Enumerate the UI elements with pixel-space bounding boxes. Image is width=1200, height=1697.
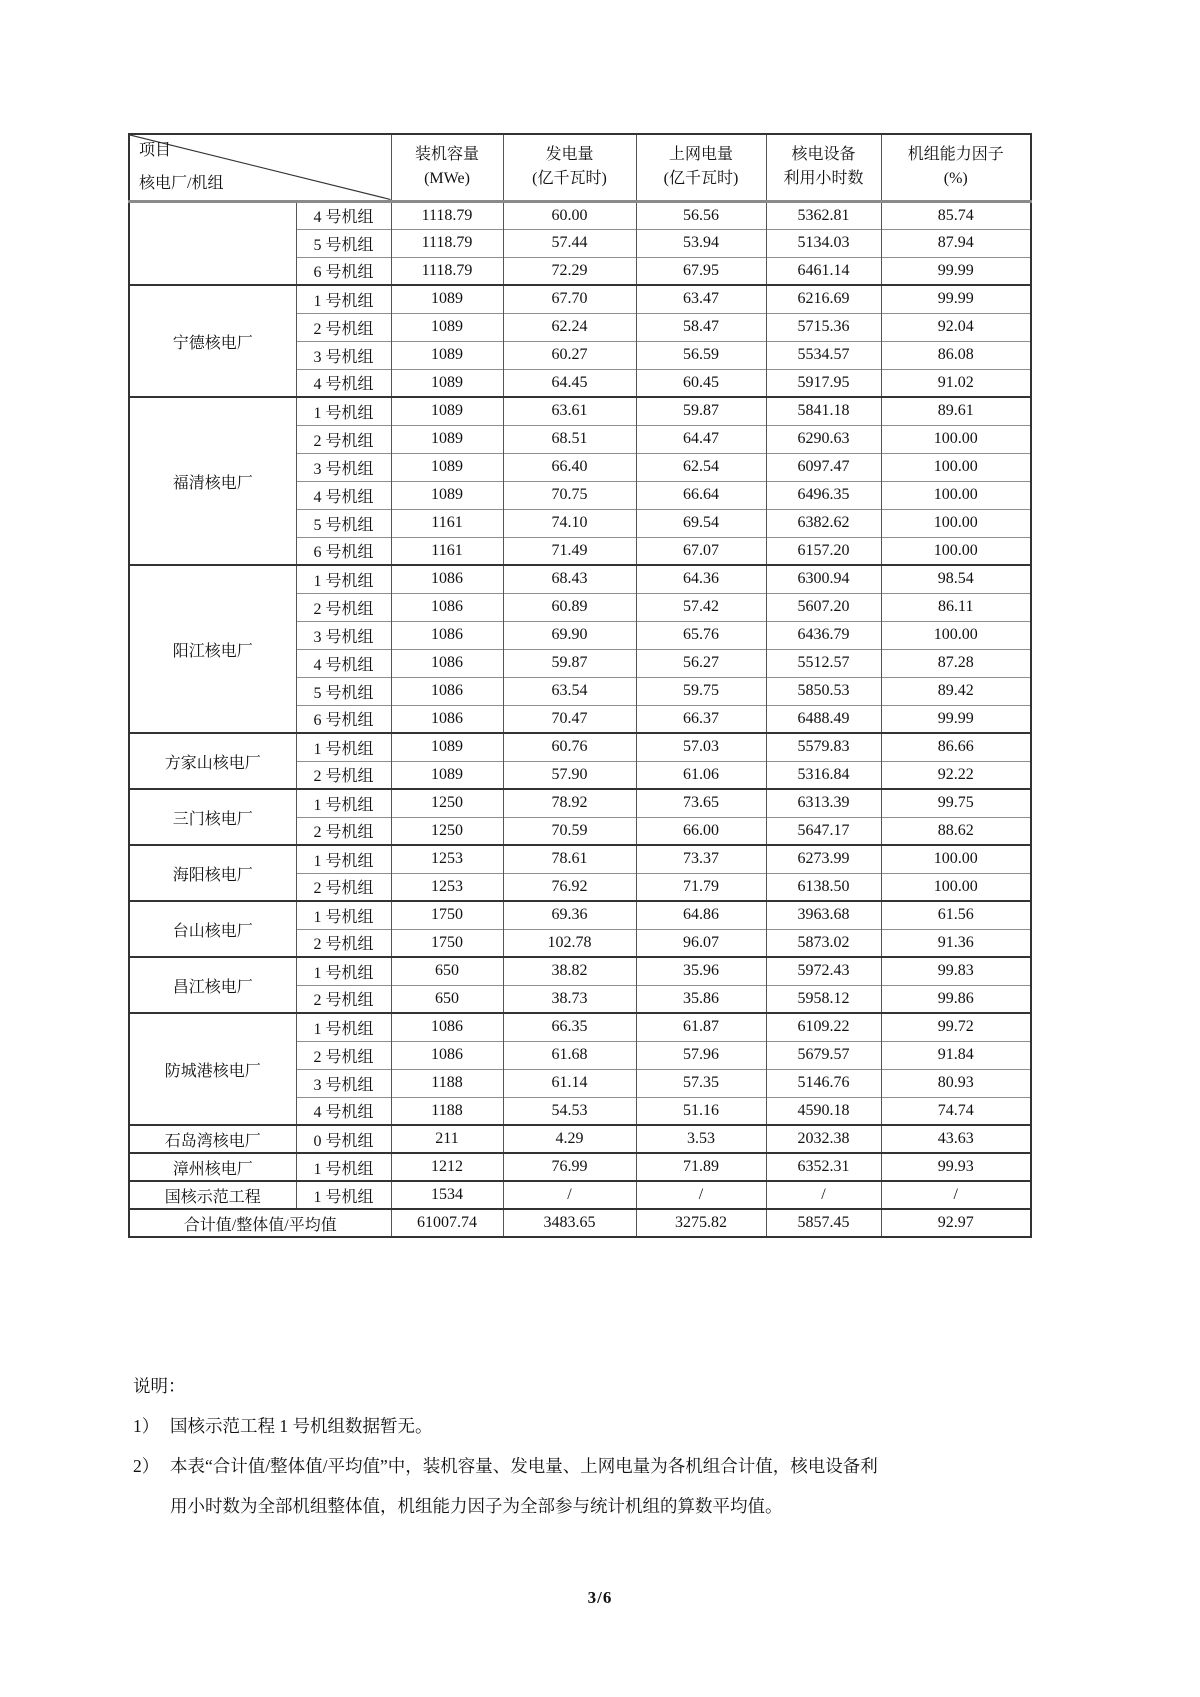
value-cell: 89.61 [881,397,1031,425]
value-cell: 5715.36 [766,313,881,341]
value-cell: 99.99 [881,257,1031,285]
unit-cell: 2 号机组 [296,593,391,621]
unit-cell: 4 号机组 [296,1097,391,1125]
value-cell: 86.11 [881,593,1031,621]
unit-cell: 6 号机组 [296,705,391,733]
value-cell: 1161 [391,537,503,565]
value-cell: 57.03 [636,733,766,761]
value-cell: 1118.79 [391,229,503,257]
table-row [129,1181,1031,1209]
corner-header-cell [129,134,391,201]
value-cell: 86.08 [881,341,1031,369]
value-cell: 57.96 [636,1041,766,1069]
value-cell: 5958.12 [766,985,881,1013]
value-cell: 35.96 [636,957,766,985]
column-header-capability-factor [881,134,1031,201]
value-cell: 102.78 [503,929,636,957]
value-cell: 6496.35 [766,481,881,509]
value-cell: 66.35 [503,1013,636,1041]
value-cell: 63.61 [503,397,636,425]
value-cell: 70.59 [503,817,636,845]
table-row [129,397,1031,425]
plant-name-cell: 石岛湾核电厂 [129,1125,296,1153]
unit-cell: 1 号机组 [296,565,391,593]
unit-cell: 3 号机组 [296,621,391,649]
column-header-line: 利用小时数 [783,170,864,188]
table-row [129,901,1031,929]
value-cell: 92.22 [881,761,1031,789]
unit-cell: 1 号机组 [296,957,391,985]
value-cell: 63.54 [503,677,636,705]
page-number: 3/6 [587,1588,613,1607]
value-cell: 72.29 [503,257,636,285]
table-row [129,789,1031,817]
table-row [129,1125,1031,1153]
column-header-ongrid [636,134,766,201]
value-cell: 98.54 [881,565,1031,593]
column-header-line: (亿千瓦时) [532,170,607,188]
value-cell: 6097.47 [766,453,881,481]
unit-cell: 5 号机组 [296,229,391,257]
value-cell: 57.42 [636,593,766,621]
value-cell: 1750 [391,901,503,929]
unit-cell: 2 号机组 [296,985,391,1013]
value-cell: 64.45 [503,369,636,397]
plant-name-cell: 防城港核电厂 [129,1013,296,1125]
value-cell: 5316.84 [766,761,881,789]
total-value-cell: 3483.65 [503,1209,636,1237]
value-cell: 100.00 [881,621,1031,649]
value-cell: 6436.79 [766,621,881,649]
unit-cell: 2 号机组 [296,1041,391,1069]
value-cell: 4.29 [503,1125,636,1153]
value-cell: 91.36 [881,929,1031,957]
plant-name-cell [129,201,296,285]
total-value-cell: 5857.45 [766,1209,881,1237]
value-cell: 100.00 [881,425,1031,453]
value-cell: 650 [391,957,503,985]
value-cell: 71.49 [503,537,636,565]
unit-cell: 1 号机组 [296,397,391,425]
value-cell: 5972.43 [766,957,881,985]
corner-label-plant-unit: 核电厂/机组 [139,174,224,192]
value-cell: 76.92 [503,873,636,901]
value-cell: 92.04 [881,313,1031,341]
unit-cell: 1 号机组 [296,901,391,929]
value-cell: 6157.20 [766,537,881,565]
unit-cell: 2 号机组 [296,929,391,957]
total-row [129,1209,1031,1237]
table-row [129,565,1031,593]
value-cell: 5607.20 [766,593,881,621]
value-cell: 1188 [391,1069,503,1097]
column-header-line: 装机容量 [414,146,479,164]
plant-name-cell: 国核示范工程 [129,1181,296,1209]
nuclear-units-table [128,133,1032,1238]
value-cell: 64.36 [636,565,766,593]
value-cell: 5134.03 [766,229,881,257]
notes-title: 说明： [133,1376,186,1396]
value-cell: 1089 [391,453,503,481]
value-cell: 1250 [391,789,503,817]
unit-cell: 2 号机组 [296,761,391,789]
column-header-line: (MWe) [424,170,470,188]
value-cell: 70.47 [503,705,636,733]
value-cell: 68.43 [503,565,636,593]
unit-cell: 5 号机组 [296,509,391,537]
value-cell: 99.99 [881,285,1031,313]
value-cell: 4590.18 [766,1097,881,1125]
value-cell: 6313.39 [766,789,881,817]
unit-cell: 3 号机组 [296,341,391,369]
unit-cell: 1 号机组 [296,1013,391,1041]
value-cell: 1086 [391,593,503,621]
table-row [129,285,1031,313]
unit-cell: 1 号机组 [296,1181,391,1209]
value-cell: 1253 [391,873,503,901]
value-cell: 80.93 [881,1069,1031,1097]
value-cell: 5512.57 [766,649,881,677]
value-cell: 89.42 [881,677,1031,705]
value-cell: 60.45 [636,369,766,397]
value-cell: 99.99 [881,705,1031,733]
value-cell: 60.27 [503,341,636,369]
column-header-generation [503,134,636,201]
table-row [129,1153,1031,1181]
value-cell: 6109.22 [766,1013,881,1041]
value-cell: 5917.95 [766,369,881,397]
column-header-capacity [391,134,503,201]
value-cell: 6382.62 [766,509,881,537]
unit-cell: 1 号机组 [296,789,391,817]
value-cell: 1089 [391,397,503,425]
value-cell: / [503,1181,636,1209]
corner-label-project: 项目 [139,142,172,159]
value-cell: 51.16 [636,1097,766,1125]
value-cell: 56.56 [636,201,766,229]
value-cell: 5579.83 [766,733,881,761]
value-cell: 5647.17 [766,817,881,845]
note-line: 国核示范工程 1 号机组数据暂无。 [170,1416,433,1436]
plant-name-cell: 宁德核电厂 [129,285,296,397]
note-item-1 [133,1406,1085,1446]
value-cell: 38.82 [503,957,636,985]
unit-cell: 4 号机组 [296,649,391,677]
unit-cell: 4 号机组 [296,369,391,397]
note-item-2 [133,1446,1085,1526]
value-cell: 71.79 [636,873,766,901]
note-line: 用小时数为全部机组整体值，机组能力因子为全部参与统计机组的算数平均值。 [170,1496,783,1516]
note-text [170,1446,1085,1526]
column-header-line: (%) [943,170,968,188]
value-cell: 87.28 [881,649,1031,677]
value-cell: 62.54 [636,453,766,481]
unit-cell: 1 号机组 [296,285,391,313]
total-label-cell: 合计值/整体值/平均值 [129,1209,391,1237]
value-cell: 71.89 [636,1153,766,1181]
value-cell: 67.95 [636,257,766,285]
plant-name-cell: 三门核电厂 [129,789,296,845]
value-cell: 70.75 [503,481,636,509]
value-cell: 61.56 [881,901,1031,929]
value-cell: 1086 [391,705,503,733]
unit-cell: 1 号机组 [296,733,391,761]
value-cell: 66.37 [636,705,766,733]
note-text [170,1406,1085,1446]
value-cell: 69.90 [503,621,636,649]
column-header-line: 发电量 [545,146,594,164]
value-cell: 1253 [391,845,503,873]
column-header-line: 核电设备 [791,146,856,164]
value-cell: 60.00 [503,201,636,229]
plant-name-cell: 福清核电厂 [129,397,296,565]
unit-cell: 2 号机组 [296,425,391,453]
column-header-line: (亿千瓦时) [663,170,739,188]
value-cell: 5679.57 [766,1041,881,1069]
value-cell: 69.36 [503,901,636,929]
value-cell: 1089 [391,313,503,341]
unit-cell: 4 号机组 [296,201,391,229]
value-cell: 61.68 [503,1041,636,1069]
value-cell: 99.83 [881,957,1031,985]
notes-section [133,1366,1085,1526]
value-cell: 99.93 [881,1153,1031,1181]
value-cell: 1086 [391,677,503,705]
table-row [129,733,1031,761]
value-cell: 69.54 [636,509,766,537]
value-cell: 1089 [391,369,503,397]
value-cell: 1750 [391,929,503,957]
value-cell: 5146.76 [766,1069,881,1097]
value-cell: 66.00 [636,817,766,845]
value-cell: / [766,1181,881,1209]
value-cell: 61.14 [503,1069,636,1097]
column-header-line: 上网电量 [668,146,733,164]
note-line: 本表“合计值/整体值/平均值”中，装机容量、发电量、上网电量为各机组合计值，核电设备利 [170,1456,878,1476]
note-number: 1） [133,1416,160,1436]
value-cell: 1118.79 [391,201,503,229]
value-cell: 76.99 [503,1153,636,1181]
value-cell: 59.75 [636,677,766,705]
value-cell: 99.75 [881,789,1031,817]
value-cell: 59.87 [503,649,636,677]
value-cell: 1089 [391,733,503,761]
value-cell: 64.47 [636,425,766,453]
value-cell: 2032.38 [766,1125,881,1153]
value-cell: 66.40 [503,453,636,481]
unit-cell: 2 号机组 [296,313,391,341]
total-value-cell: 3275.82 [636,1209,766,1237]
plant-name-cell: 昌江核电厂 [129,957,296,1013]
value-cell: 59.87 [636,397,766,425]
column-header-line: 机组能力因子 [907,146,1004,164]
header-row [129,134,1031,201]
value-cell: 66.64 [636,481,766,509]
value-cell: 5841.18 [766,397,881,425]
value-cell: 54.53 [503,1097,636,1125]
unit-cell: 3 号机组 [296,453,391,481]
value-cell: 1161 [391,509,503,537]
value-cell: 74.10 [503,509,636,537]
value-cell: 78.61 [503,845,636,873]
value-cell: 5873.02 [766,929,881,957]
total-value-cell: 61007.74 [391,1209,503,1237]
value-cell: 6138.50 [766,873,881,901]
value-cell: 67.70 [503,285,636,313]
value-cell: 6352.31 [766,1153,881,1181]
plant-name-cell: 台山核电厂 [129,901,296,957]
value-cell: 1089 [391,481,503,509]
value-cell: 1212 [391,1153,503,1181]
unit-cell: 2 号机组 [296,817,391,845]
note-number: 2） [133,1456,160,1476]
value-cell: 73.37 [636,845,766,873]
value-cell: 99.86 [881,985,1031,1013]
value-cell: 56.59 [636,341,766,369]
value-cell: 100.00 [881,537,1031,565]
value-cell: 1188 [391,1097,503,1125]
value-cell: 6290.63 [766,425,881,453]
table-row [129,845,1031,873]
value-cell: 65.76 [636,621,766,649]
value-cell: 61.87 [636,1013,766,1041]
unit-cell: 3 号机组 [296,1069,391,1097]
value-cell: 5362.81 [766,201,881,229]
unit-cell: 6 号机组 [296,257,391,285]
value-cell: 68.51 [503,425,636,453]
value-cell: 100.00 [881,873,1031,901]
value-cell: 1250 [391,817,503,845]
unit-cell: 0 号机组 [296,1125,391,1153]
value-cell: 43.63 [881,1125,1031,1153]
value-cell: 91.02 [881,369,1031,397]
value-cell: 100.00 [881,453,1031,481]
table-row [129,1013,1031,1041]
value-cell: 61.06 [636,761,766,789]
value-cell: 87.94 [881,229,1031,257]
value-cell: 78.92 [503,789,636,817]
value-cell: / [881,1181,1031,1209]
value-cell: 74.74 [881,1097,1031,1125]
value-cell: 6273.99 [766,845,881,873]
value-cell: 38.73 [503,985,636,1013]
value-cell: 58.47 [636,313,766,341]
plant-name-cell: 海阳核电厂 [129,845,296,901]
value-cell: 1086 [391,565,503,593]
value-cell: 63.47 [636,285,766,313]
value-cell: 650 [391,985,503,1013]
value-cell: 57.90 [503,761,636,789]
value-cell: 211 [391,1125,503,1153]
unit-cell: 1 号机组 [296,845,391,873]
value-cell: 99.72 [881,1013,1031,1041]
value-cell: 1086 [391,1041,503,1069]
total-value-cell: 92.97 [881,1209,1031,1237]
value-cell: 3.53 [636,1125,766,1153]
unit-cell: 6 号机组 [296,537,391,565]
table-row [129,957,1031,985]
value-cell: 6216.69 [766,285,881,313]
value-cell: 57.44 [503,229,636,257]
value-cell: 88.62 [881,817,1031,845]
value-cell: 1089 [391,285,503,313]
unit-cell: 4 号机组 [296,481,391,509]
value-cell: 1089 [391,425,503,453]
nuclear-units-table-wrap [128,133,1030,1238]
value-cell: 96.07 [636,929,766,957]
table-row [129,201,1031,229]
value-cell: 86.66 [881,733,1031,761]
value-cell: 1118.79 [391,257,503,285]
value-cell: 6461.14 [766,257,881,285]
value-cell: 64.86 [636,901,766,929]
value-cell: 73.65 [636,789,766,817]
value-cell: 67.07 [636,537,766,565]
value-cell: 5534.57 [766,341,881,369]
value-cell: 100.00 [881,481,1031,509]
value-cell: 1534 [391,1181,503,1209]
value-cell: 1086 [391,649,503,677]
value-cell: 6488.49 [766,705,881,733]
plant-name-cell: 漳州核电厂 [129,1153,296,1181]
value-cell: 6300.94 [766,565,881,593]
plant-name-cell: 方家山核电厂 [129,733,296,789]
value-cell: 1086 [391,621,503,649]
value-cell: 3963.68 [766,901,881,929]
unit-cell: 1 号机组 [296,1153,391,1181]
value-cell: 100.00 [881,509,1031,537]
value-cell: 60.76 [503,733,636,761]
value-cell: 60.89 [503,593,636,621]
plant-name-cell: 阳江核电厂 [129,565,296,733]
value-cell: 57.35 [636,1069,766,1097]
value-cell: 1089 [391,761,503,789]
value-cell: 62.24 [503,313,636,341]
unit-cell: 2 号机组 [296,873,391,901]
value-cell: 91.84 [881,1041,1031,1069]
value-cell: 1086 [391,1013,503,1041]
value-cell: 53.94 [636,229,766,257]
value-cell: / [636,1181,766,1209]
value-cell: 56.27 [636,649,766,677]
value-cell: 1089 [391,341,503,369]
value-cell: 85.74 [881,201,1031,229]
value-cell: 5850.53 [766,677,881,705]
value-cell: 35.86 [636,985,766,1013]
unit-cell: 5 号机组 [296,677,391,705]
column-header-utilization-hours [766,134,881,201]
value-cell: 100.00 [881,845,1031,873]
